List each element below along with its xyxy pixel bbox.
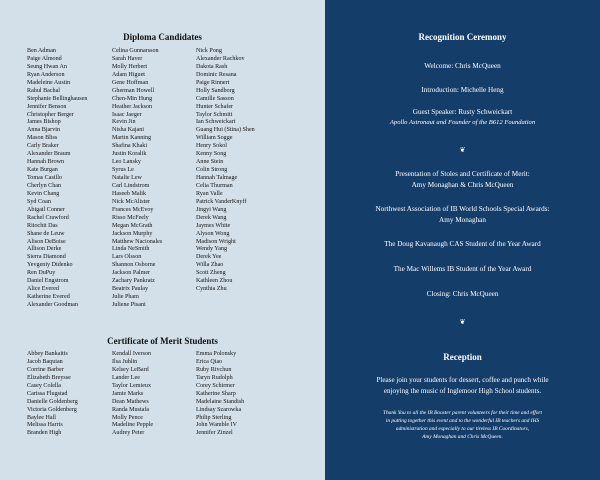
name-entry: Lindsay Szarowka [196,406,242,413]
reception-line-1: Please join your students for dessert, coffee and punch while [376,376,549,384]
name-entry: Adam Higuet [112,71,146,78]
name-entry: Gene Hoffman [112,79,149,86]
name-entry: Wendy Yang [196,246,227,253]
name-entry: Carissa Flugstad [27,390,68,397]
diploma-column-2 [112,48,162,310]
certificate-column-2 [112,351,153,438]
reception-line-2: enjoying the music of Inglemoor High School students. [383,387,542,395]
name-entry: Kathleen Zhou [196,278,233,285]
name-entry: Madison Wright [196,238,236,245]
diploma-candidates-title: Diploma Candidates [123,32,202,42]
name-entry: Leo Lansky [112,159,141,166]
name-entry: Linda NeSmith [112,246,150,253]
certificate-column-1 [27,351,78,438]
name-entry: William Sogge [196,135,233,142]
name-entry: Kate Burgan [27,167,58,174]
name-entry: Abbey Bankaitis [27,351,68,357]
name-entry: Madeleine Austin [27,79,71,86]
name-entry: Ryan Valle [196,190,223,197]
ornament-icon-2: ❦ [459,318,466,326]
nwa-awards-line-1: Northwest Association of IB World Schools Special Awards: [375,205,550,213]
name-entry: Carl Lindstrom [112,182,150,189]
name-entry: Stephanie Bellinghausen [27,95,88,102]
name-entry: Jackson Murphy [112,230,153,237]
name-entry: Camille Sasson [196,95,234,102]
name-entry: Shane de Leuw [27,230,65,237]
name-entry: Risso McFeely [112,214,149,221]
name-entry: Casey Colella [27,382,62,389]
name-entry: Henry Sokol [196,143,227,150]
name-entry: Hannah Brown [27,159,65,166]
name-entry: Rachel Crawford [27,214,69,221]
name-entry: Ritochit Das [27,222,58,229]
name-entry: Cynthia Zhu [196,286,227,293]
name-entry: Erica Qiao [196,358,223,365]
name-entry: Kenny Song [196,151,227,158]
name-entry: Dominic Resana [196,71,237,78]
name-entry: Alexander Braum [27,151,71,158]
name-entry: Nick Pong [196,48,222,54]
name-entry: Alice Evered [27,286,59,293]
diploma-column-1 [27,48,87,310]
name-entry: Willa Zhao [196,262,224,269]
name-entry: Daniel Engstrom [27,278,69,285]
name-entry: Nisha Kajani [112,127,144,134]
name-entry: Patrick VanderKnyff [196,198,247,205]
name-entry: Ilsa Juhlin [112,358,138,365]
name-entry: Guang Hui (Stina) Shen [196,127,255,134]
name-entry: Nick McAlister [112,198,151,205]
name-entry: Syd Coan [27,198,51,205]
name-entry: Katherine Sharp [196,390,236,397]
name-entry: Alexander Goodman [27,302,78,308]
name-entry: Molly Pence [112,414,143,421]
name-entry: Anne Stein [196,159,224,166]
name-entry: Sarah Haver [112,55,143,62]
name-entry: Heather Jackson [112,103,153,110]
welcome-line: Welcome: Chris McQueen [424,62,501,70]
name-entry: Hunter Schafer [196,103,234,110]
recognition-ceremony-title: Recognition Ceremony [418,32,507,42]
name-entry: Danielle Goldenberg [27,398,78,405]
name-entry: Sierra Diamond [27,254,66,261]
name-entry: Syrus Le [112,167,134,174]
name-entry: Taylor Lemieux [112,382,151,389]
thanks-line-2: in putting together this event and to the wonderful IB teachers and IHS [385,418,540,424]
guest-speaker-line: Guest Speaker: Rusty Schweickart [412,108,513,116]
name-entry: Kendall Iverson [112,351,152,357]
thanks-line-4: Amy Monaghan and Chris McQueen. [422,434,503,440]
name-entry: Kevin Jin [112,119,136,126]
name-entry: Megan McGrath [112,222,153,229]
name-entry: Justin Koralik [112,151,147,158]
name-entry: Matthew Nacionales [112,238,163,245]
name-entry: Branden High [27,430,62,437]
name-entry: Anna Bjarvin [27,127,61,134]
name-entry: Ryan Anderson [27,71,65,78]
name-entry: Juliene Pisani [112,302,146,308]
name-entry: Lander Lee [112,374,140,381]
name-entry: Christopher Berger [27,111,74,118]
name-entry: Madelaine Standish [196,398,245,405]
name-entry: James Bishop [27,119,61,126]
name-entry: Jacob Baquian [27,358,63,365]
nwa-awards-line-2: Amy Monaghan [439,216,486,224]
name-entry: Derek Yee [196,254,222,261]
name-entry: Cherlyn Chan [27,182,62,189]
name-entry: Dean Mathews [112,398,149,405]
name-entry: Colin Strong [196,167,228,174]
name-entry: Corrine Barber [27,366,64,373]
name-entry: Dakota Rash [196,63,228,70]
name-entry: Jingyi Wang [196,206,227,213]
name-entry: Haseeb Malik [112,190,147,197]
name-entry: Ren DuPuy [27,270,56,277]
name-entry: Mason Bliss [27,135,58,142]
name-entry: Hannah Talmage [196,175,238,181]
name-entry: Kevin Chang [27,190,60,197]
name-entry: Natalie Lew [112,175,142,181]
name-entry: Martin Kanning [112,135,152,142]
name-entry: Jackson Palmer [112,270,151,277]
willems-award-line: The Mac Willems IB Student of the Year Award [393,265,532,273]
ornament-icon: ❦ [459,146,466,154]
thanks-line-1: Thank You to all the IB Booster parent volunteers for their time and effort [382,410,543,416]
name-entry: Rahul Bachal [27,87,60,94]
name-entry: Jaymes White [196,222,231,229]
name-entry: Shafina Khaki [112,143,148,150]
name-entry: Randa Mustafa [112,406,150,413]
name-entry: Madeline Pepple [112,422,154,429]
name-entry: Melissa Harris [27,422,63,429]
name-entry: Alexander Rachkov [196,55,245,62]
name-entry: Zachary Pankratz [112,278,155,285]
name-entry: Jennifer Zinzel [196,430,233,437]
name-entry: Gherman Howell [112,87,155,94]
name-entry: Seung Hwan An [27,63,67,70]
diploma-column-3 [196,48,255,294]
name-entry: John Wamble IV [196,422,238,429]
name-entry: Audrey Peter [112,430,145,437]
name-entry: Taylor Schmitt [196,111,233,118]
name-entry: Baylee Hall [27,414,56,421]
name-entry: Molly Herbert [112,63,148,70]
name-entry: Lars Olsson [112,254,142,261]
name-entry: Celia Thurman [196,182,233,189]
name-entry: Alison DeBoise [27,238,66,245]
name-entry: Philip Sterling [196,414,232,421]
certificate-column-3 [196,351,244,438]
name-entry: Isaac Jaeger [112,111,142,118]
name-entry: Paige Rinnert [196,79,230,86]
kavanaugh-award-line: The Doug Kavanaugh CAS Student of the Year Award [384,240,541,248]
name-entry: Carly Braker [27,143,59,150]
name-entry: Abigail Conner [27,206,65,213]
name-entry: Emma Polonsky [196,351,237,357]
name-entry: Holly Sandborg [196,87,235,94]
name-entry: Ruby Rivchun [196,366,232,373]
name-entry: Victoria Goldenberg [27,406,77,413]
name-entry: Frances McEvoy [112,206,154,213]
name-entry: Chen-Min Hung [112,95,153,102]
name-entry: Shannon Osborne [112,262,156,269]
name-entry: Scott Zheng [196,270,226,277]
thanks-line-3: administration and especially to our tireless IB Coordinators, [395,426,530,432]
name-entry: Jamie Marks [112,390,144,397]
name-entry: Corey Schirmer [196,382,235,389]
name-entry: Paige Almond [27,55,62,62]
name-entry: Beatrix Paulay [112,286,149,293]
stoles-line-1: Presentation of Stoles and Certificate of Merit: [395,170,530,178]
name-entry: Alyson Wong [196,230,230,237]
stoles-line-2: Amy Monaghan & Chris McQueen [411,181,514,189]
name-entry: Jennifer Benson [27,103,67,110]
name-entry: Yevgeniy Didenko [27,262,73,269]
name-entry: Katherine Evered [27,294,70,301]
name-entry: Tomas Casillo [27,175,62,181]
name-entry: Kelsey LeBard [112,366,149,373]
reception-title: Reception [443,352,482,362]
right-panel [325,0,600,480]
name-entry: Julie Pham [112,294,139,301]
name-entry: Elizabeth Breysse [27,374,71,381]
name-entry: Celina Gunnarsson [112,48,159,54]
closing-line: Closing: Chris McQueen [426,290,499,298]
certificate-merit-title: Certificate of Merit Students [107,336,218,346]
introduction-line: Introduction: Michelle Heng [421,86,504,94]
name-entry: Derek Wang [196,214,227,221]
name-entry: Allison Derke [27,246,62,253]
name-entry: Taryn Rudolph [196,374,233,381]
name-entry: Ian Schweickart [196,119,236,126]
name-entry: Ben Adman [27,48,56,54]
guest-speaker-description: Apollo Astronaut and Founder of the B612 Foundation [389,119,536,126]
